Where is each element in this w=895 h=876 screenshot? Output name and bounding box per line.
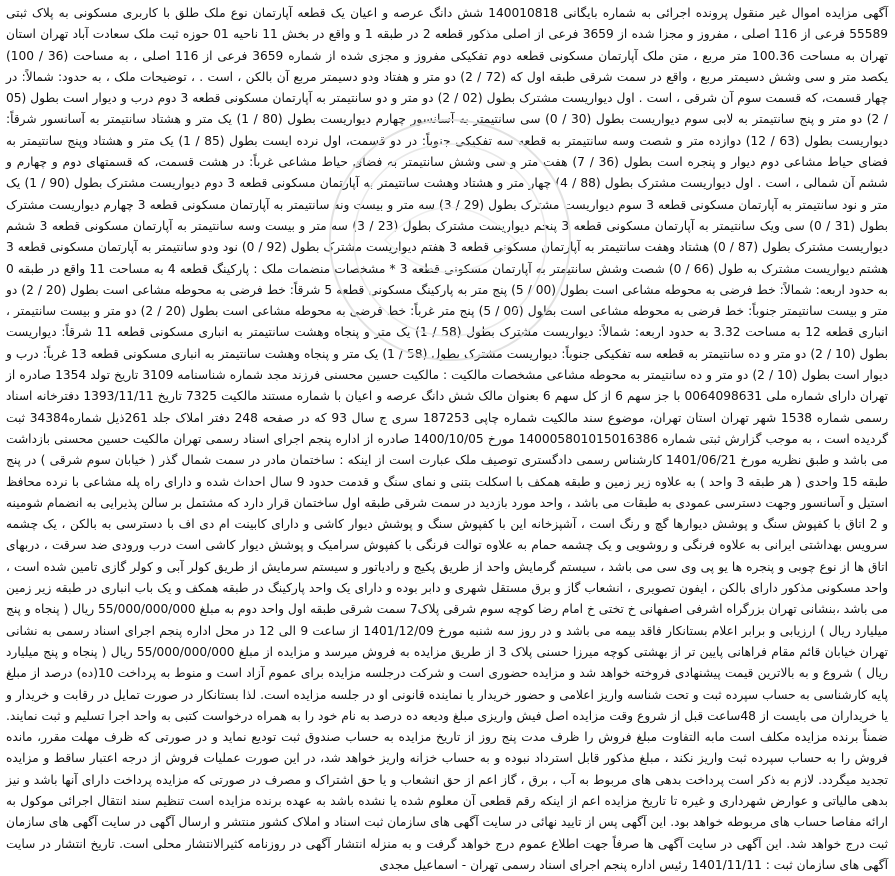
auction-notice xyxy=(6,3,889,872)
auction-notice-text: آگهی مزایده اموال غیر منقول پرونده اجرائی به شماره بایگانی 140010818 شش دانگ عرصه و اعیان یک قطعه آپارتمان نوع ملک طلق با کاربری مسکونی به پلاک ثبتی 55589 فرعی از 116 اصلی ، مفروز و مجزا شده از 3659 فرعی از اصلی مذکور قطعه 2 در طبقه 1 و واقع در بخش 11 ناحیه 01 حوزه ثبت ملک سعادت آباد تهران استان تهران به مساحت 100.36 متر مربع ، متن ملک آپارتمان مسکونی قطعه دوم تفکیکی مفروز و مجزی شده از شماره 3659 فرعی از 116 اصلی ، به مساحت (36 / 100) یکصد متر و سی وشش دسیمتر مربع ، واقع در سمت شرقی طبقه اول که (72 / 2) دو متر و هفتاد ودو دسیمتر مربع آن بالکن ، است . ، توضیحات ملک ، به حدود: شمالاً: در چهار قسمت، که قسمت سوم آن شرقی ، است . اول دیواریست مشترک بطول (02 / 2) دو متر و دو سانتیمتر به آپارتمان مسکونی قطعه 3 دوم درب و دیوار است بطول (05 / 2) دو متر و پنج سانتیمتر به لابی سوم دیواریست بطول (30 / 0) سی سانتیمتر به آسانسور چهارم دیواریست بطول (80 / 1) یک متر و هشتاد سانتیمتر به آسانسور شرقاً: دیواریست بطول (63 / 12) دوازده متر و شصت وسه سانتیمتر به قطعه سه تفکیکی جنوباً: در دو قسمت، اول نرده ایست بطول (85 / 1) یک متر و هشتاد وپنج سانتیمتر به فضای حیاط مشاعی دوم دیوار و پنجره است بطول (36 / 7) هفت متر و سی وشش سانتیمتر به فضای حیاط مشاعی غرباً: در هشت قسمت، که قسمتهای دوم و چهارم و ششم آن شمالی ، است . اول دیواریست مشترک بطول (88 / 4) چهار متر و هشتاد وهشت سانتیمتر به آپارتمان مسکونی قطعه 3 دوم دیواریست مشترک بطول (90 / 1) یک متر و نود سانتیمتر به آپارتمان مسکونی قطعه 3 سوم دیواریست مشترک بطول (29 / 3) سه متر و بیست ونه سانتیمتر به آپارتمان مسکونی قطعه 3 چهارم دیواریست مشترک بطول (31 / 0) سی ویک سانتیمتر به آپارتمان مسکونی قطعه 3 پنجم دیواریست مشترک بطول (23 / 3) سه متر و بیست وسه سانتیمتر به آپارتمان مسکونی قطعه 3 ششم دیواریست مشترک بطول (87 / 0) هشتاد وهفت سانتیمتر به آپارتمان مسکونی قطعه 3 هفتم دیواریست مشترک بطول (92 / 0) نود ودو سانتیمتر به آپارتمان مسکونی قطعه 3 هشتم دیواریست مشترک به طول (66 / 0) شصت وشش سانتیمتر به آپارتمان مسکونی قطعه 3 * مشخصات منضمات ملک : پارکینگ قطعه 4 به مساحت 11 واقع در طبقه 0 به حدود اربعه: شمالاً: خط فرضی به محوطه مشاعی است بطول (00 / 5) پنج متر به پارکینگ مسکونی قطعه 5 شرقاً: خط فرضی به محوطه مشاعی است بطول (20 / 2) دو متر و بیست سانتیمتر جنوباً: خط فرضی به محوطه مشاعی است بطول (00 / 5) پنج متر غرباً: خط فرضی به محوطه مشاعی است بطول (20 / 2) دو متر و بیست سانتیمتر ، انباری قطعه 12 به مساحت 3.32 به حدود اربعه: شمالاً: دیواریست مشترک بطول (58 / 1) یک متر و پنجاه وهشت سانتیمتر به انباری مسکونی قطعه 11 شرقاً: دیواریست بطول (10 / 2) دو متر و ده سانتیمتر به قطعه سه تفکیکی جنوباً: دیواریست مشترک بطول (58 / 1) یک متر و پنجاه وهشت سانتیمتر به انباری مسکونی قطعه 13 غرباً: درب و دیوار است بطول (10 / 2) دو متر و ده سانتیمتر به محوطه مشاعی مشخصات مالکیت : مالکیت حسین محسنی فرزند مجد شماره شناسنامه 3109 تاریخ تولد 1354 صادره از تهران دارای شماره ملی 0064098631 با جز سهم 6 از کل سهم 6 بعنوان مالک شش دانگ عرصه و اعیان با شماره مستند مالکیت 7325 تاریخ 1393/11/11 دفترخانه اسناد رسمی شماره 1538 شهر تهران استان تهران، موضوع سند مالکیت شماره چاپی 187253 سری ج سال 93 که در صفحه 248 دفتر املاک جلد 261ذیل شماره34384 ثبت گردیده است ، به موجب گزارش ثبتی شماره 140005801015016386 مورخ 1400/10/05 صادره از اداره پنجم اجرای اسناد رسمی تهران مالکیت حسین محسنی بازداشت می باشد و طبق نظریه مورخ 1401/06/21 کارشناس رسمی دادگستری توصیف ملک عبارت است از اینکه : ساختمان مادر در سمت شمال گذر ( خیابان سوم شرقی ) در پنج طبقه 15 واحدی ( هر طبقه 3 واحد ) به علاوه زیر زمین و طبقه همکف با اسکلت بتنی و نمای سنگ و قدمت حدود 9 سال احداث شده و دارای راه پله مشاعی با نرده محافظ استیل و آسانسور وجهت دسترسی عمودی به طبقات می باشد ، واحد مورد بازدید در سمت شرقی طبقه اول ساختمان قرار دارد که مشتمل بر سالن پذیرایی به انضمام شومینه و 2 اتاق با کفپوش سنگ و پوشش دیوارها گچ و رنگ است ، آشپزخانه این با کفپوش سنگ و پوشش دیوار کاشی و دارای کابینت ام دی اف با دسترسی به بالکن ، یک چشمه سرویس بهداشتی ایرانی به علاوه فرنگی و روشویی و یک چشمه حمام به علاوه توالت فرنگی با کفپوش سرامیک و پوشش دیوار کاشی است درب ورودی ضد سرقت ، دربهای اتاق ها از نوع چوبی و پنجره ها یو پی وی سی می باشد ، سیستم گرمایش واحد از طریق پکیج و رادیاتور و سیستم سرمایش از طریق کولر آبی و کولر گازی تامین شده است ، واحد مسکونی مذکور دارای بالکن ، ایفون تصویری ، انشعاب گاز و برق مستقل شهری و دابر بوده و دارای یک واحد پارکینگ در طبقه همکف و یک باب انباری در طبقه زیر زمین می باشد ،بنشانی تهران بزرگراه اشرفی اصفهانی خ تختی خ امام رضا کوچه سوم شرقی پلاک7 سمت شرقی طبقه اول واحد دوم به مبلغ 55/000/000/000 ریال ( پنجاه و پنج میلیارد ریال ) ارزیابی و برابر اعلام بستانکار فاقد بیمه می باشد و در روز سه شنبه مورخ 1401/12/09 از ساعت 9 الی 12 در محل اداره پنجم اجرای اسناد رسمی به نشانی تهران خیابان قائم مقام فراهانی پایین تر از بهشتی کوچه میرزا حسنی پلاک 3 از طریق مزایده به فروش میرسد و مزایده از مبلغ 55/000/000/000 ریال ( پنجاه و پنج میلیارد ریال ) شروع و به بالاترین قیمت پیشنهادی فروخته خواهد شد و مزایده حضوری است و شرکت درجلسه مزایده برای عموم آزاد است و منوط به پرداخت 10(ده) درصد از مبلغ پایه کارشناسی به حساب سپرده ثبت و تحت شناسه واریز اعلامی و حضور خریدار یا نماینده قانونی او در جلسه مزایده است. لذا بستانکار در صورت تمایل در رقابت و خریدار و یا خریداران می بایست از 48ساعت قبل از شروع وقت مزایده اصل فیش واریزی مبلغ ودیعه ده درصد به نام خود را به همراه درخواست کتبی به واحد اجرا تسلیم و ثبت نمایند. ضمناً برنده مزایده مکلف است مابه التفاوت مبلغ فروش را ظرف مدت پنج روز از تاریخ مزایده به حساب صندوق ثبت تودیع نماید و در صورتی که ظرف مهلت مقرر، مانده فروش را به حساب سپرده ثبت واریز نکند ، مبلغ مذکور قابل استرداد نبوده و به حساب خزانه واریز خواهد شد، در این صورت عملیات فروش از درجه اعتبار ساقط و مزایده تجدید میگردد. لازم به ذکر است پرداخت بدهی های مربوط به آب ، برق ، گاز اعم از حق انشعاب و یا حق اشتراک و مصرف در صورتی که مزایده پرداخت دارای آنها باشد و نیز بدهی مالیاتی و عوارض شهرداری و غیره تا تاریخ مزایده اعم از اینکه رقم قطعی آن معلوم شده یا نشده باشد به عهده برنده مزایده است تنظیم سند انتقال اجرائی موکول به ارائه مفاصا حساب های مربوطه خواهد بود. این آگهی پس از تایید نهائی در سایت آگهی های سازمان ثبت اسناد و املاک کشور منتشر و ارسال آگهی در سایت آگهی های سازمان ثبت درج خواهد شد. این آگهی در سایت آگهی ها صرفاً جهت اطلاع عموم درج خواهد گرفت و به منزله انتشار آگهی در روزنامه کثیرالانتشار محلی است. تاریخ انتشار در سایت آگهی های سازمان ثبت : 1401/11/11 رئیس اداره پنجم اجرای اسناد رسمی تهران - اسماعیل مجدی xyxy=(6,6,889,872)
